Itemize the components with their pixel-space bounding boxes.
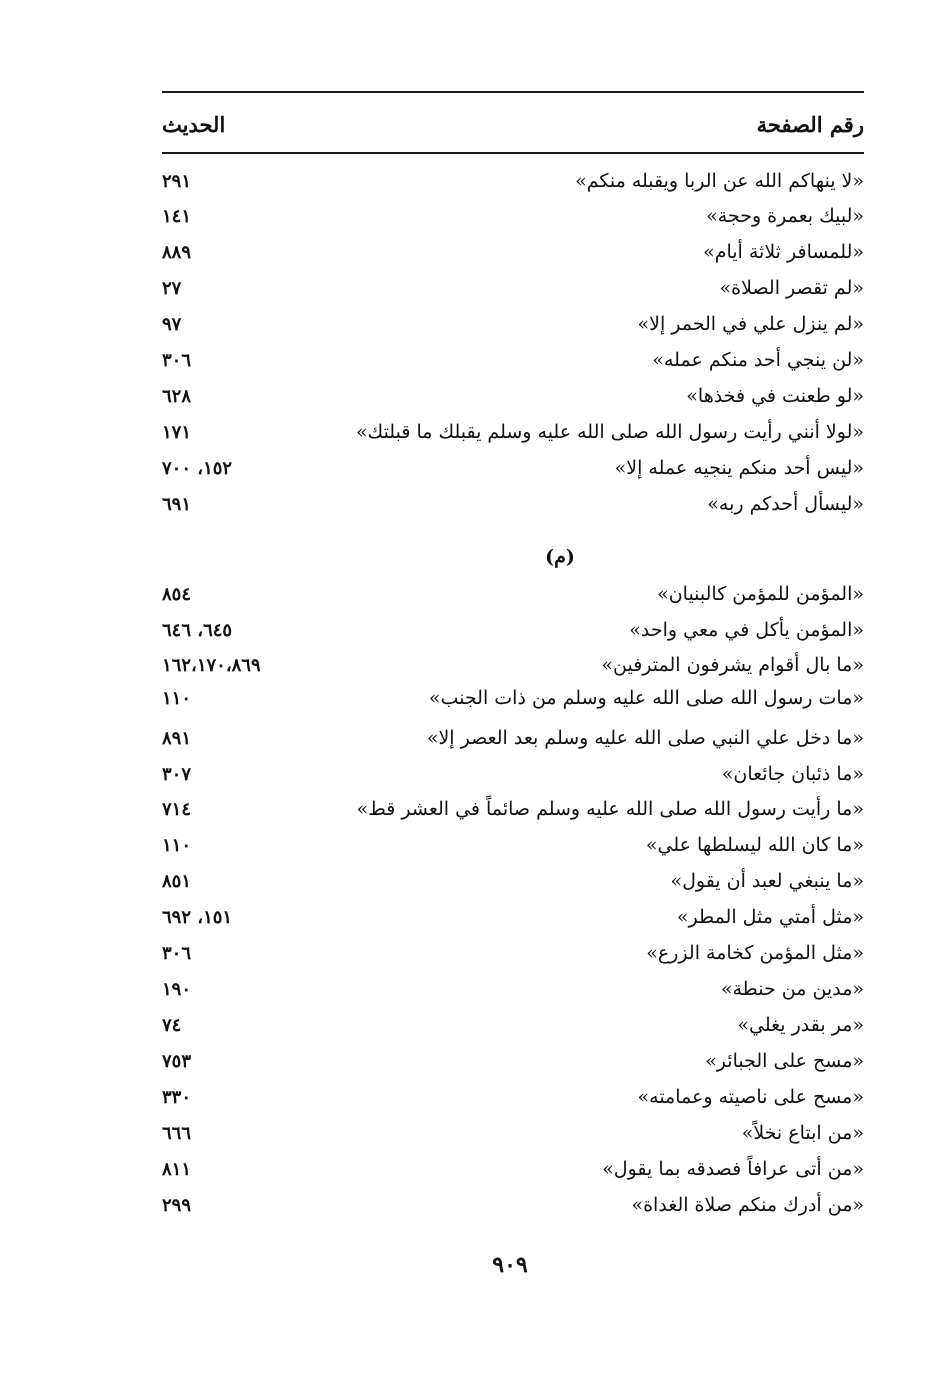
page-reference: ٨٩١ <box>162 727 192 749</box>
hadith-text: «ما رأيت رسول الله صلى الله عليه وسلم صائماً في العشر قط» <box>356 798 864 820</box>
page-reference: ٧٥٣ <box>162 1050 192 1072</box>
hadith-text: «ما دخل علي النبي صلى الله عليه وسلم بعد العصر إلا» <box>426 727 864 749</box>
page-reference: ١٧١ <box>162 421 192 443</box>
hadith-text: «ما ينبغي لعبد أن يقول» <box>670 870 864 892</box>
list-item <box>162 971 864 1007</box>
page-reference: ١٥٢، ٧٠٠ <box>162 457 233 479</box>
list-item <box>162 680 864 716</box>
list-item <box>162 163 864 199</box>
page-reference: ٢٩٩ <box>162 1194 192 1216</box>
list-item <box>162 270 864 306</box>
hadith-text: «ما ذئبان جائعان» <box>721 763 864 785</box>
page-reference: ١١٠ <box>162 834 192 856</box>
list-item <box>162 935 864 971</box>
list-item <box>162 720 864 756</box>
page-reference: ٩٧ <box>162 313 182 335</box>
page-reference: ٦٢٨ <box>162 385 192 407</box>
list-item <box>162 1043 864 1079</box>
list-item <box>162 1115 864 1151</box>
hadith-text: «مثل المؤمن كخامة الزرع» <box>646 942 864 964</box>
list-item <box>162 486 864 522</box>
page-number: ٩٠٩ <box>492 1252 528 1278</box>
hadith-column-header: الحديث <box>162 111 226 137</box>
list-item <box>162 378 864 414</box>
hadith-text: «للمسافر ثلاثة أيام» <box>703 241 864 263</box>
hadith-text: «المؤمن للمؤمن كالبنيان» <box>657 583 864 605</box>
hadith-text: «مر بقدر يغلي» <box>737 1014 864 1036</box>
hadith-text: «لبيك بعمرة وحجة» <box>706 205 864 227</box>
hadith-text: «مسح على الجبائر» <box>705 1050 864 1072</box>
page-reference: ٣٠٦ <box>162 942 192 964</box>
hadith-text: «مسح على ناصيته وعمامته» <box>637 1086 864 1108</box>
page-number-column-header: رقم الصفحة <box>756 111 864 137</box>
top-rule <box>162 91 864 93</box>
hadith-text: «لولا أنني رأيت رسول الله صلى الله عليه وسلم يقبلك ما قبلتك» <box>355 421 864 443</box>
page-reference: ٢٧ <box>162 277 182 299</box>
hadith-text: «لم تقصر الصلاة» <box>719 277 864 299</box>
hadith-text: «مات رسول الله صلى الله عليه وسلم من ذات الجنب» <box>428 687 864 709</box>
list-item <box>162 756 864 792</box>
page-reference: ٨٨٩ <box>162 241 192 263</box>
hadith-text: «مثل أمتي مثل المطر» <box>676 906 864 928</box>
list-item <box>162 234 864 270</box>
list-item <box>162 1151 864 1187</box>
list-item <box>162 414 864 450</box>
list-item <box>162 1079 864 1115</box>
hadith-text: «ما كان الله ليسلطها علي» <box>645 834 864 856</box>
list-item <box>162 791 864 827</box>
page-reference: ١٤١ <box>162 205 192 227</box>
page-reference: ١٥١، ٦٩٢ <box>162 906 233 928</box>
list-item <box>162 1187 864 1223</box>
page-reference: ٨٥١ <box>162 870 192 892</box>
list-item <box>162 863 864 899</box>
list-item <box>162 647 864 683</box>
hadith-text: «لم ينزل علي في الحمر إلا» <box>637 313 864 335</box>
hadith-text: «من أتى عرافاً فصدقه بما يقول» <box>602 1158 864 1180</box>
list-item <box>162 1007 864 1043</box>
list-item <box>162 450 864 486</box>
hadith-text: «لا ينهاكم الله عن الربا ويقبله منكم» <box>575 170 864 192</box>
hadith-text: «لو طعنت في فخذها» <box>686 385 864 407</box>
hadith-text: «ليس أحد منكم ينجيه عمله إلا» <box>614 457 864 479</box>
page-reference: ٣٣٠ <box>162 1086 192 1108</box>
hadith-text: «ليسأل أحدكم ربه» <box>707 493 864 515</box>
hadith-text: «المؤمن يأكل في معي واحد» <box>629 619 864 641</box>
list-item <box>162 827 864 863</box>
page-reference: ٦٦٦ <box>162 1122 192 1144</box>
list-item <box>162 612 864 648</box>
list-item <box>162 306 864 342</box>
page-reference: ٣٠٦ <box>162 349 192 371</box>
page-reference: ٢٩١ <box>162 170 192 192</box>
page-reference: ٧١٤ <box>162 798 192 820</box>
hadith-text: «مدين من حنطة» <box>720 978 864 1000</box>
page-reference: ١٩٠ <box>162 978 192 1000</box>
header-rule <box>162 152 864 154</box>
page-reference: ٨٥٤ <box>162 583 192 605</box>
page-reference: ٣٠٧ <box>162 763 192 785</box>
list-item <box>162 576 864 612</box>
table-header <box>162 104 864 144</box>
hadith-text: «من أدرك منكم صلاة الغداة» <box>631 1194 864 1216</box>
list-item <box>162 899 864 935</box>
hadith-text: «من ابتاع نخلاً» <box>741 1122 864 1144</box>
list-item <box>162 342 864 378</box>
page-reference: ١١٠ <box>162 687 192 709</box>
list-item <box>162 198 864 234</box>
page-reference: ١٦٢،١٧٠،٨٦٩ <box>162 654 261 676</box>
page-reference: ٨١١ <box>162 1158 192 1180</box>
hadith-text: «ما بال أقوام يشرفون المترفين» <box>601 654 864 676</box>
hadith-text: «لن ينجي أحد منكم عمله» <box>652 349 864 371</box>
page-reference: ٦٩١ <box>162 493 192 515</box>
section-letter-mim: (م) <box>545 546 575 568</box>
page-reference: ٦٤٥، ٦٤٦ <box>162 619 233 641</box>
page-reference: ٧٤ <box>162 1014 182 1036</box>
